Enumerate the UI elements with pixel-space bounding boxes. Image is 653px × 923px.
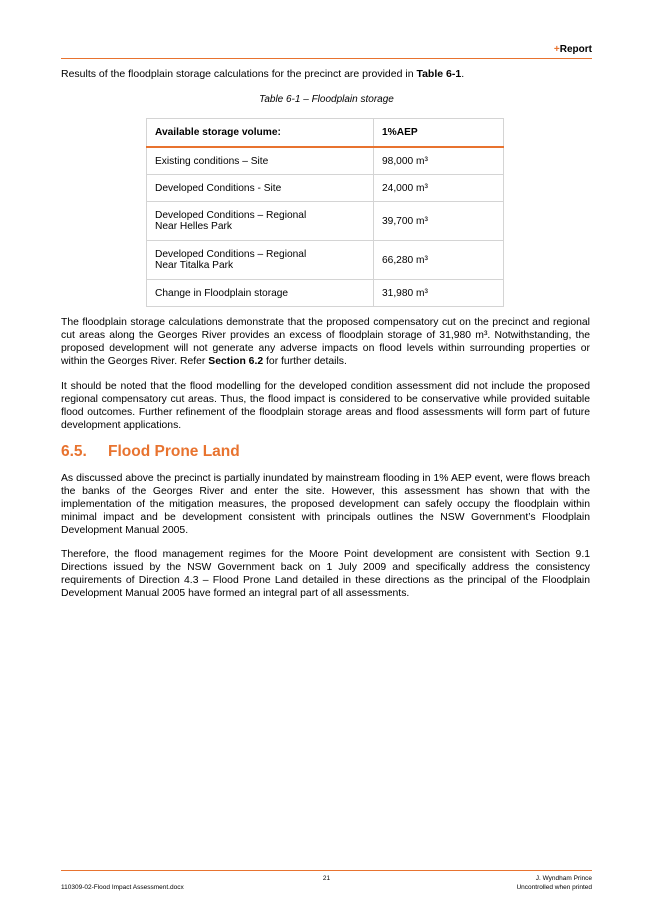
- label-line-1: Developed Conditions - Site: [155, 182, 282, 194]
- table-cell-value: 39,700 m³: [374, 202, 504, 241]
- table-cell-label: [147, 147, 374, 175]
- table-cell-label: [147, 280, 374, 307]
- footer-page-number: 21: [322, 875, 331, 882]
- table-row: [147, 241, 504, 280]
- table-cell-value: 31,980 m³: [374, 280, 504, 307]
- footer-uncontrolled: Uncontrolled when printed: [516, 884, 592, 891]
- table-cell-label: [147, 175, 374, 202]
- table-cell-value: 98,000 m³: [374, 147, 504, 175]
- table-row: [147, 147, 504, 175]
- table-cell-label: [147, 202, 374, 241]
- label-line-2: Near Titalka Park: [155, 260, 234, 271]
- floodplain-storage-table: [146, 118, 504, 307]
- intro-paragraph: [61, 68, 464, 80]
- label-line-1: Developed Conditions – Regional: [155, 249, 307, 260]
- table-caption: Table 6-1 – Floodplain storage: [259, 94, 394, 105]
- header-plus: +: [553, 44, 560, 55]
- label-line-1: Developed Conditions – Regional: [155, 210, 307, 221]
- table-header-row: [147, 119, 504, 148]
- para1-section-ref: Section 6.2: [208, 355, 264, 367]
- management-paragraph: Therefore, the flood management regimes for the Moore Point development are consistent with Section 9.1 Directions issued by the NSW Government back on 1 July 2009 and specifically address the consistency requirements of Direction 4.3 – Flood Prone Land detailed in these directions as the principal of the Floodplain Development Manual 2005 have formed an integral part of all assessments.: [61, 549, 590, 599]
- table-cell-value: 66,280 m³: [374, 241, 504, 280]
- table-row: [147, 280, 504, 307]
- flood-prone-paragraph: As discussed above the precinct is partially inundated by mainstream flooding in 1% AEP event, were flows breach the banks of the Georges River and enter the site. However, this assessment has shown that with the implementation of the mitigation measures, the proposed development can safely occupy the floodplain within minimal impact and be development consistent with principals outlines the NSW Government’s Floodplain Development Manual 2005.: [61, 473, 590, 536]
- table-cell-label: [147, 241, 374, 280]
- page-header: [61, 44, 592, 59]
- intro-end: .: [461, 68, 465, 80]
- label-line-1: Change in Floodplain storage: [155, 287, 289, 299]
- storage-paragraph: [61, 317, 590, 369]
- footer-company: J. Wyndham Prince: [535, 875, 592, 882]
- para1-end: for further details.: [263, 355, 347, 367]
- intro-text: Results of the floodplain storage calculations for the precinct are provided in: [61, 68, 417, 80]
- intro-table-ref: Table 6-1: [416, 68, 462, 80]
- table-header-volume: Available storage volume:: [147, 119, 374, 148]
- table-cell-value: 24,000 m³: [374, 175, 504, 202]
- section-number: 6.5.: [61, 443, 87, 460]
- label-line-1: Existing conditions – Site: [155, 155, 269, 167]
- header-label: Report: [559, 44, 592, 55]
- para1-text: The floodplain storage calculations demonstrate that the proposed compensatory cut on the precinct and regional cut areas along the Georges River provides an excess of floodplain storage of 31,980 m³. Notwithstanding, the proposed development will not generate any adverse impacts on flood levels within surrounding properties or within the Georges River. Refer: [61, 317, 590, 367]
- table-header-aep: 1%AEP: [374, 119, 504, 148]
- section-title: Flood Prone Land: [108, 443, 240, 460]
- label-line-2: Near Helles Park: [155, 221, 232, 232]
- table-row: [147, 175, 504, 202]
- table-row: [147, 202, 504, 241]
- footer-filename: 110309-02-Flood Impact Assessment.docx: [61, 884, 184, 891]
- footer-divider: [61, 870, 592, 871]
- section-heading: [61, 443, 240, 461]
- modelling-paragraph: It should be noted that the flood modelling for the developed condition assessment did not include the proposed regional compensatory cut areas. Thus, the flood impact is considered to be conservative while provided suitable flood outcomes. Further refinement of the floodplain storage areas and flood assessments will form part of future development applications.: [61, 381, 590, 431]
